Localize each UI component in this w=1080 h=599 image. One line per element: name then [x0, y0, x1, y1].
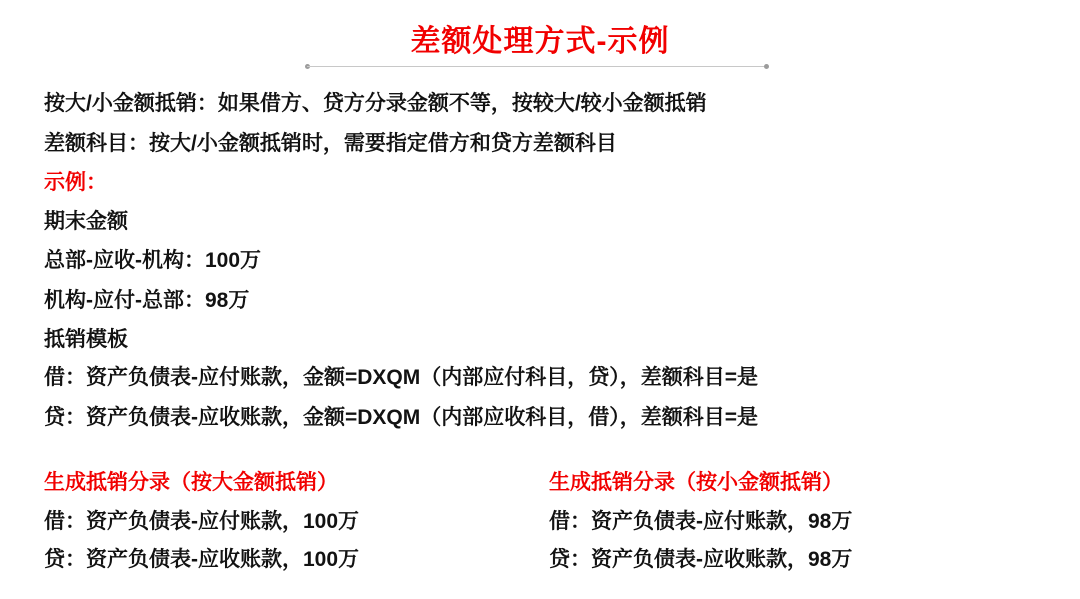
page-title: 差额处理方式-示例	[410, 25, 670, 58]
small-amount-debit-line: 借：资产负债表-应付账款，98万	[549, 510, 853, 533]
large-amount-debit-line: 借：资产负债表-应付账款，100万	[44, 510, 360, 533]
intro-offset-rule: 按大/小金额抵销：如果借方、贷方分录金额不等，按较大/较小金额抵销	[44, 92, 707, 115]
period-amount-label: 期末金额	[44, 210, 128, 233]
branch-payable-line: 机构-应付-总部：98万	[44, 289, 250, 312]
intro-diff-account-rule: 差额科目：按大/小金额抵销时，需要指定借方和贷方差额科目	[44, 132, 617, 155]
template-debit-line: 借：资产负债表-应付账款，金额=DXQM（内部应付科目，贷），差额科目=是	[44, 366, 759, 389]
hq-receivable-line: 总部-应收-机构：100万	[44, 249, 262, 272]
small-amount-credit-line: 贷：资产负债表-应收账款，98万	[549, 548, 853, 571]
elimination-template-heading: 抵销模板	[44, 328, 128, 351]
large-amount-entries-heading: 生成抵销分录（按大金额抵销）	[44, 471, 338, 494]
divider-dot-right-icon	[764, 64, 769, 69]
small-amount-entries-heading: 生成抵销分录（按小金额抵销）	[549, 471, 843, 494]
divider-line	[307, 66, 767, 67]
large-amount-credit-line: 贷：资产负债表-应收账款，100万	[44, 548, 360, 571]
example-heading: 示例：	[44, 171, 107, 194]
template-credit-line: 贷：资产负债表-应收账款，金额=DXQM（内部应收科目，借），差额科目=是	[44, 406, 759, 429]
title-divider	[307, 65, 767, 68]
